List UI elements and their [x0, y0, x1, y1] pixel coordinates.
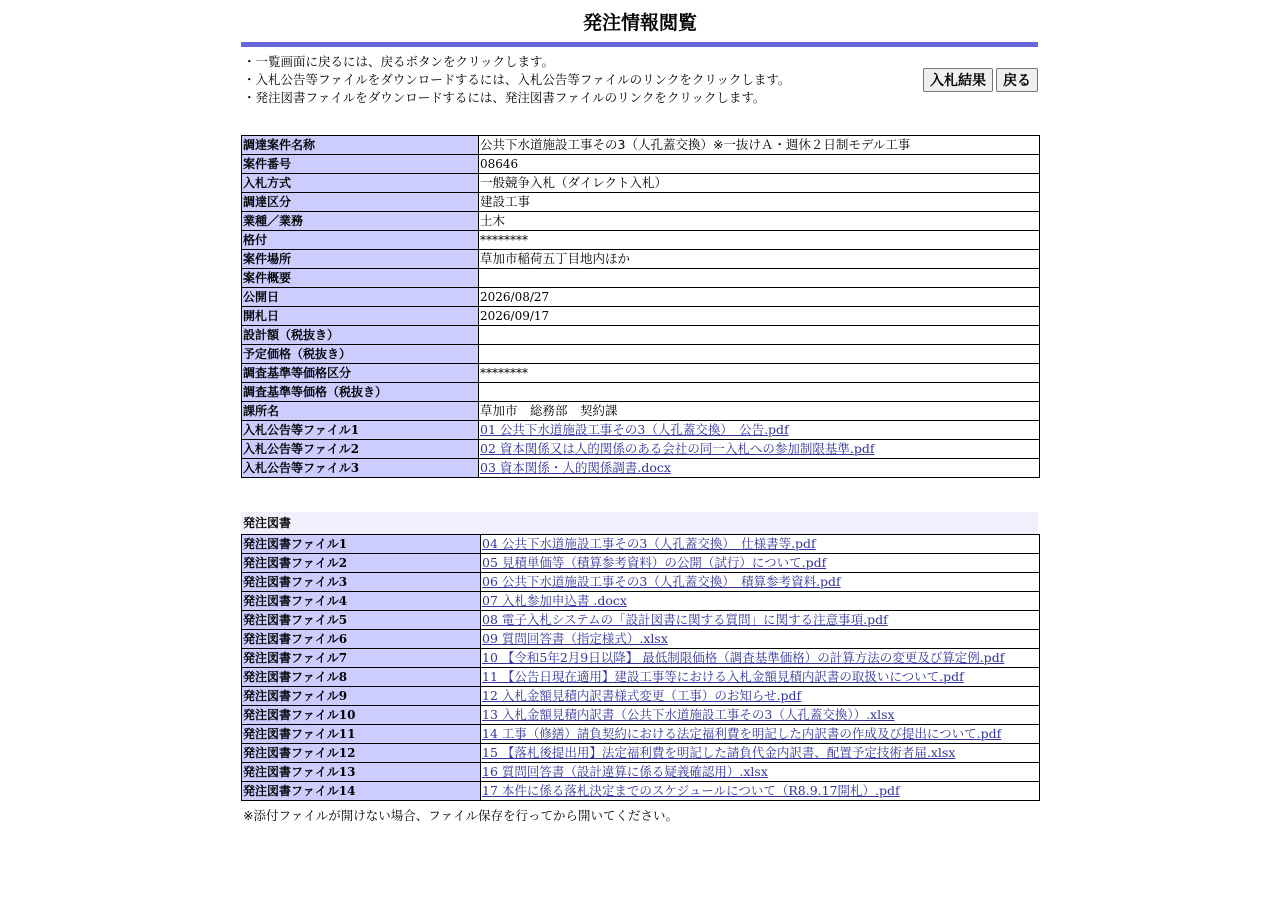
order-file-link-2[interactable]: 05 見積単価等（積算参考資料）の公開（試行）について.pdf [482, 555, 827, 570]
table-row [242, 535, 1040, 554]
table-row [242, 706, 1040, 725]
field-label: 業種／業務 [242, 212, 479, 231]
table-row [242, 744, 1040, 763]
table-row [242, 459, 1040, 478]
field-label: 案件場所 [242, 250, 479, 269]
order-docs-heading: 発注図書 [241, 512, 1038, 534]
table-row [242, 136, 1040, 155]
field-label: 発注図書ファイル10 [242, 706, 481, 725]
table-row [242, 592, 1040, 611]
project-details-table [241, 135, 1040, 478]
field-label: 設計額（税抜き） [242, 326, 479, 345]
field-label: 発注図書ファイル1 [242, 535, 481, 554]
location-value: 草加市稲荷五丁目地内ほか [479, 250, 1040, 269]
field-label: 発注図書ファイル6 [242, 630, 481, 649]
field-label: 発注図書ファイル14 [242, 782, 481, 801]
table-row [242, 687, 1040, 706]
field-label: 発注図書ファイル8 [242, 668, 481, 687]
field-label: 入札公告等ファイル2 [242, 440, 479, 459]
order-file-link-3[interactable]: 06 公共下水道施設工事その3（人孔蓋交換） 積算参考資料.pdf [482, 574, 841, 589]
order-file-link-13[interactable]: 16 質問回答書（設計違算に係る疑義確認用）.xlsx [482, 764, 768, 779]
business-type-value: 土木 [479, 212, 1040, 231]
field-label: 発注図書ファイル12 [242, 744, 481, 763]
attachment-footnote: ※添付ファイルが開けない場合、ファイル保存を行ってから開いてください。 [243, 808, 678, 823]
field-label: 発注図書ファイル3 [242, 573, 481, 592]
field-label: 発注図書ファイル7 [242, 649, 481, 668]
table-row [242, 611, 1040, 630]
order-file-link-1[interactable]: 04 公共下水道施設工事その3（人孔蓋交換） 仕様書等.pdf [482, 536, 816, 551]
field-label: 予定価格（税抜き） [242, 345, 479, 364]
field-label: 入札公告等ファイル1 [242, 421, 479, 440]
order-docs-table [241, 534, 1040, 801]
table-row [242, 193, 1040, 212]
table-row [242, 573, 1040, 592]
field-label: 調達案件名称 [242, 136, 479, 155]
table-row [242, 649, 1040, 668]
field-label: 案件概要 [242, 269, 479, 288]
order-file-link-14[interactable]: 17 本件に係る落札決定までのスケジュールについて（R8.9.17開札）.pdf [482, 783, 900, 798]
survey-price-value [479, 383, 1040, 402]
rating-value: ******** [479, 231, 1040, 250]
procurement-category-value: 建設工事 [479, 193, 1040, 212]
field-label: 案件番号 [242, 155, 479, 174]
instruction-back: ・一覧画面に戻るには、戻るボタンをクリックします。 [243, 54, 555, 69]
order-file-link-7[interactable]: 10 【令和5年2月9日以降】 最低制限価格（調査基準価格）の計算方法の変更及び算定例.pdf [482, 650, 1005, 665]
table-row [242, 383, 1040, 402]
table-row [242, 554, 1040, 573]
instruction-notice-download: ・入札公告等ファイルをダウンロードするには、入札公告等ファイルのリンクをクリックします。 [243, 72, 791, 87]
table-row [242, 421, 1040, 440]
order-file-link-8[interactable]: 11 【公告日現在適用】建設工事等における入札金額見積内訳書の取扱いについて.pdf [482, 669, 964, 684]
table-row [242, 155, 1040, 174]
summary-value [479, 269, 1040, 288]
field-label: 調査基準等価格（税抜き） [242, 383, 479, 402]
table-row [242, 345, 1040, 364]
field-label: 入札方式 [242, 174, 479, 193]
project-number-value: 08646 [479, 155, 1040, 174]
order-file-link-5[interactable]: 08 電子入札システムの「設計図書に関する質問」に関する注意事項.pdf [482, 612, 888, 627]
table-row [242, 174, 1040, 193]
instructions [241, 47, 1039, 117]
table-row [242, 630, 1040, 649]
action-buttons [923, 68, 1038, 92]
field-label: 公開日 [242, 288, 479, 307]
instruction-order-download: ・発注図書ファイルをダウンロードするには、発注図書ファイルのリンクをクリックします。 [243, 90, 766, 105]
table-row [242, 269, 1040, 288]
table-row [242, 364, 1040, 383]
notice-file-link-3[interactable]: 03 資本関係・人的関係調書.docx [480, 460, 671, 475]
order-file-link-4[interactable]: 07 入札参加申込書 .docx [482, 593, 627, 608]
page-title: 発注情報閲覧 [582, 12, 697, 34]
table-row [242, 402, 1040, 421]
table-row [242, 326, 1040, 345]
field-label: 発注図書ファイル11 [242, 725, 481, 744]
project-name-value: 公共下水道施設工事その3（人孔蓋交換）※一抜けＡ・週休２日制モデル工事 [479, 136, 1040, 155]
table-row [242, 250, 1040, 269]
order-file-link-12[interactable]: 15 【落札後提出用】法定福利費を明記した請負代金内訳書、配置予定技術者届.xlsx [482, 745, 956, 760]
order-file-link-6[interactable]: 09 質問回答書（指定様式）.xlsx [482, 631, 668, 646]
field-label: 課所名 [242, 402, 479, 421]
field-label: 開札日 [242, 307, 479, 326]
order-file-link-9[interactable]: 12 入札金額見積内訳書様式変更（工事）のお知らせ.pdf [482, 688, 802, 703]
order-file-link-10[interactable]: 13 入札金額見積内訳書（公共下水道施設工事その3（人孔蓋交換））.xlsx [482, 707, 895, 722]
table-row [242, 231, 1040, 250]
table-row [242, 440, 1040, 459]
department-value: 草加市 総務部 契約課 [479, 402, 1040, 421]
notice-file-link-2[interactable]: 02 資本関係又は人的関係のある会社の同一入札への参加制限基準.pdf [480, 441, 875, 456]
order-file-link-11[interactable]: 14 工事（修繕）請負契約における法定福利費を明記した内訳書の作成及び提出について.pdf [482, 726, 1002, 741]
page-container [241, 0, 1039, 824]
table-row [242, 763, 1040, 782]
publish-date-value: 2026/08/27 [479, 288, 1040, 307]
design-amount-value [479, 326, 1040, 345]
planned-price-value [479, 345, 1040, 364]
opening-date-value: 2026/09/17 [479, 307, 1040, 326]
survey-price-category-value: ******** [479, 364, 1040, 383]
table-row [242, 668, 1040, 687]
field-label: 発注図書ファイル9 [242, 687, 481, 706]
notice-file-link-1[interactable]: 01 公共下水道施設工事その3（人孔蓋交換） 公告.pdf [480, 422, 789, 437]
table-row [242, 782, 1040, 801]
field-label: 格付 [242, 231, 479, 250]
field-label: 発注図書ファイル5 [242, 611, 481, 630]
table-row [242, 288, 1040, 307]
field-label: 入札公告等ファイル3 [242, 459, 479, 478]
field-label: 調査基準等価格区分 [242, 364, 479, 383]
field-label: 発注図書ファイル2 [242, 554, 481, 573]
table-row [242, 212, 1040, 231]
bid-result-button[interactable]: 入札結果 [923, 68, 993, 92]
bid-method-value: 一般競争入札（ダイレクト入札） [479, 174, 1040, 193]
field-label: 発注図書ファイル13 [242, 763, 481, 782]
field-label: 発注図書ファイル4 [242, 592, 481, 611]
field-label: 調達区分 [242, 193, 479, 212]
table-row [242, 307, 1040, 326]
table-row [242, 725, 1040, 744]
back-button[interactable]: 戻る [996, 68, 1038, 92]
